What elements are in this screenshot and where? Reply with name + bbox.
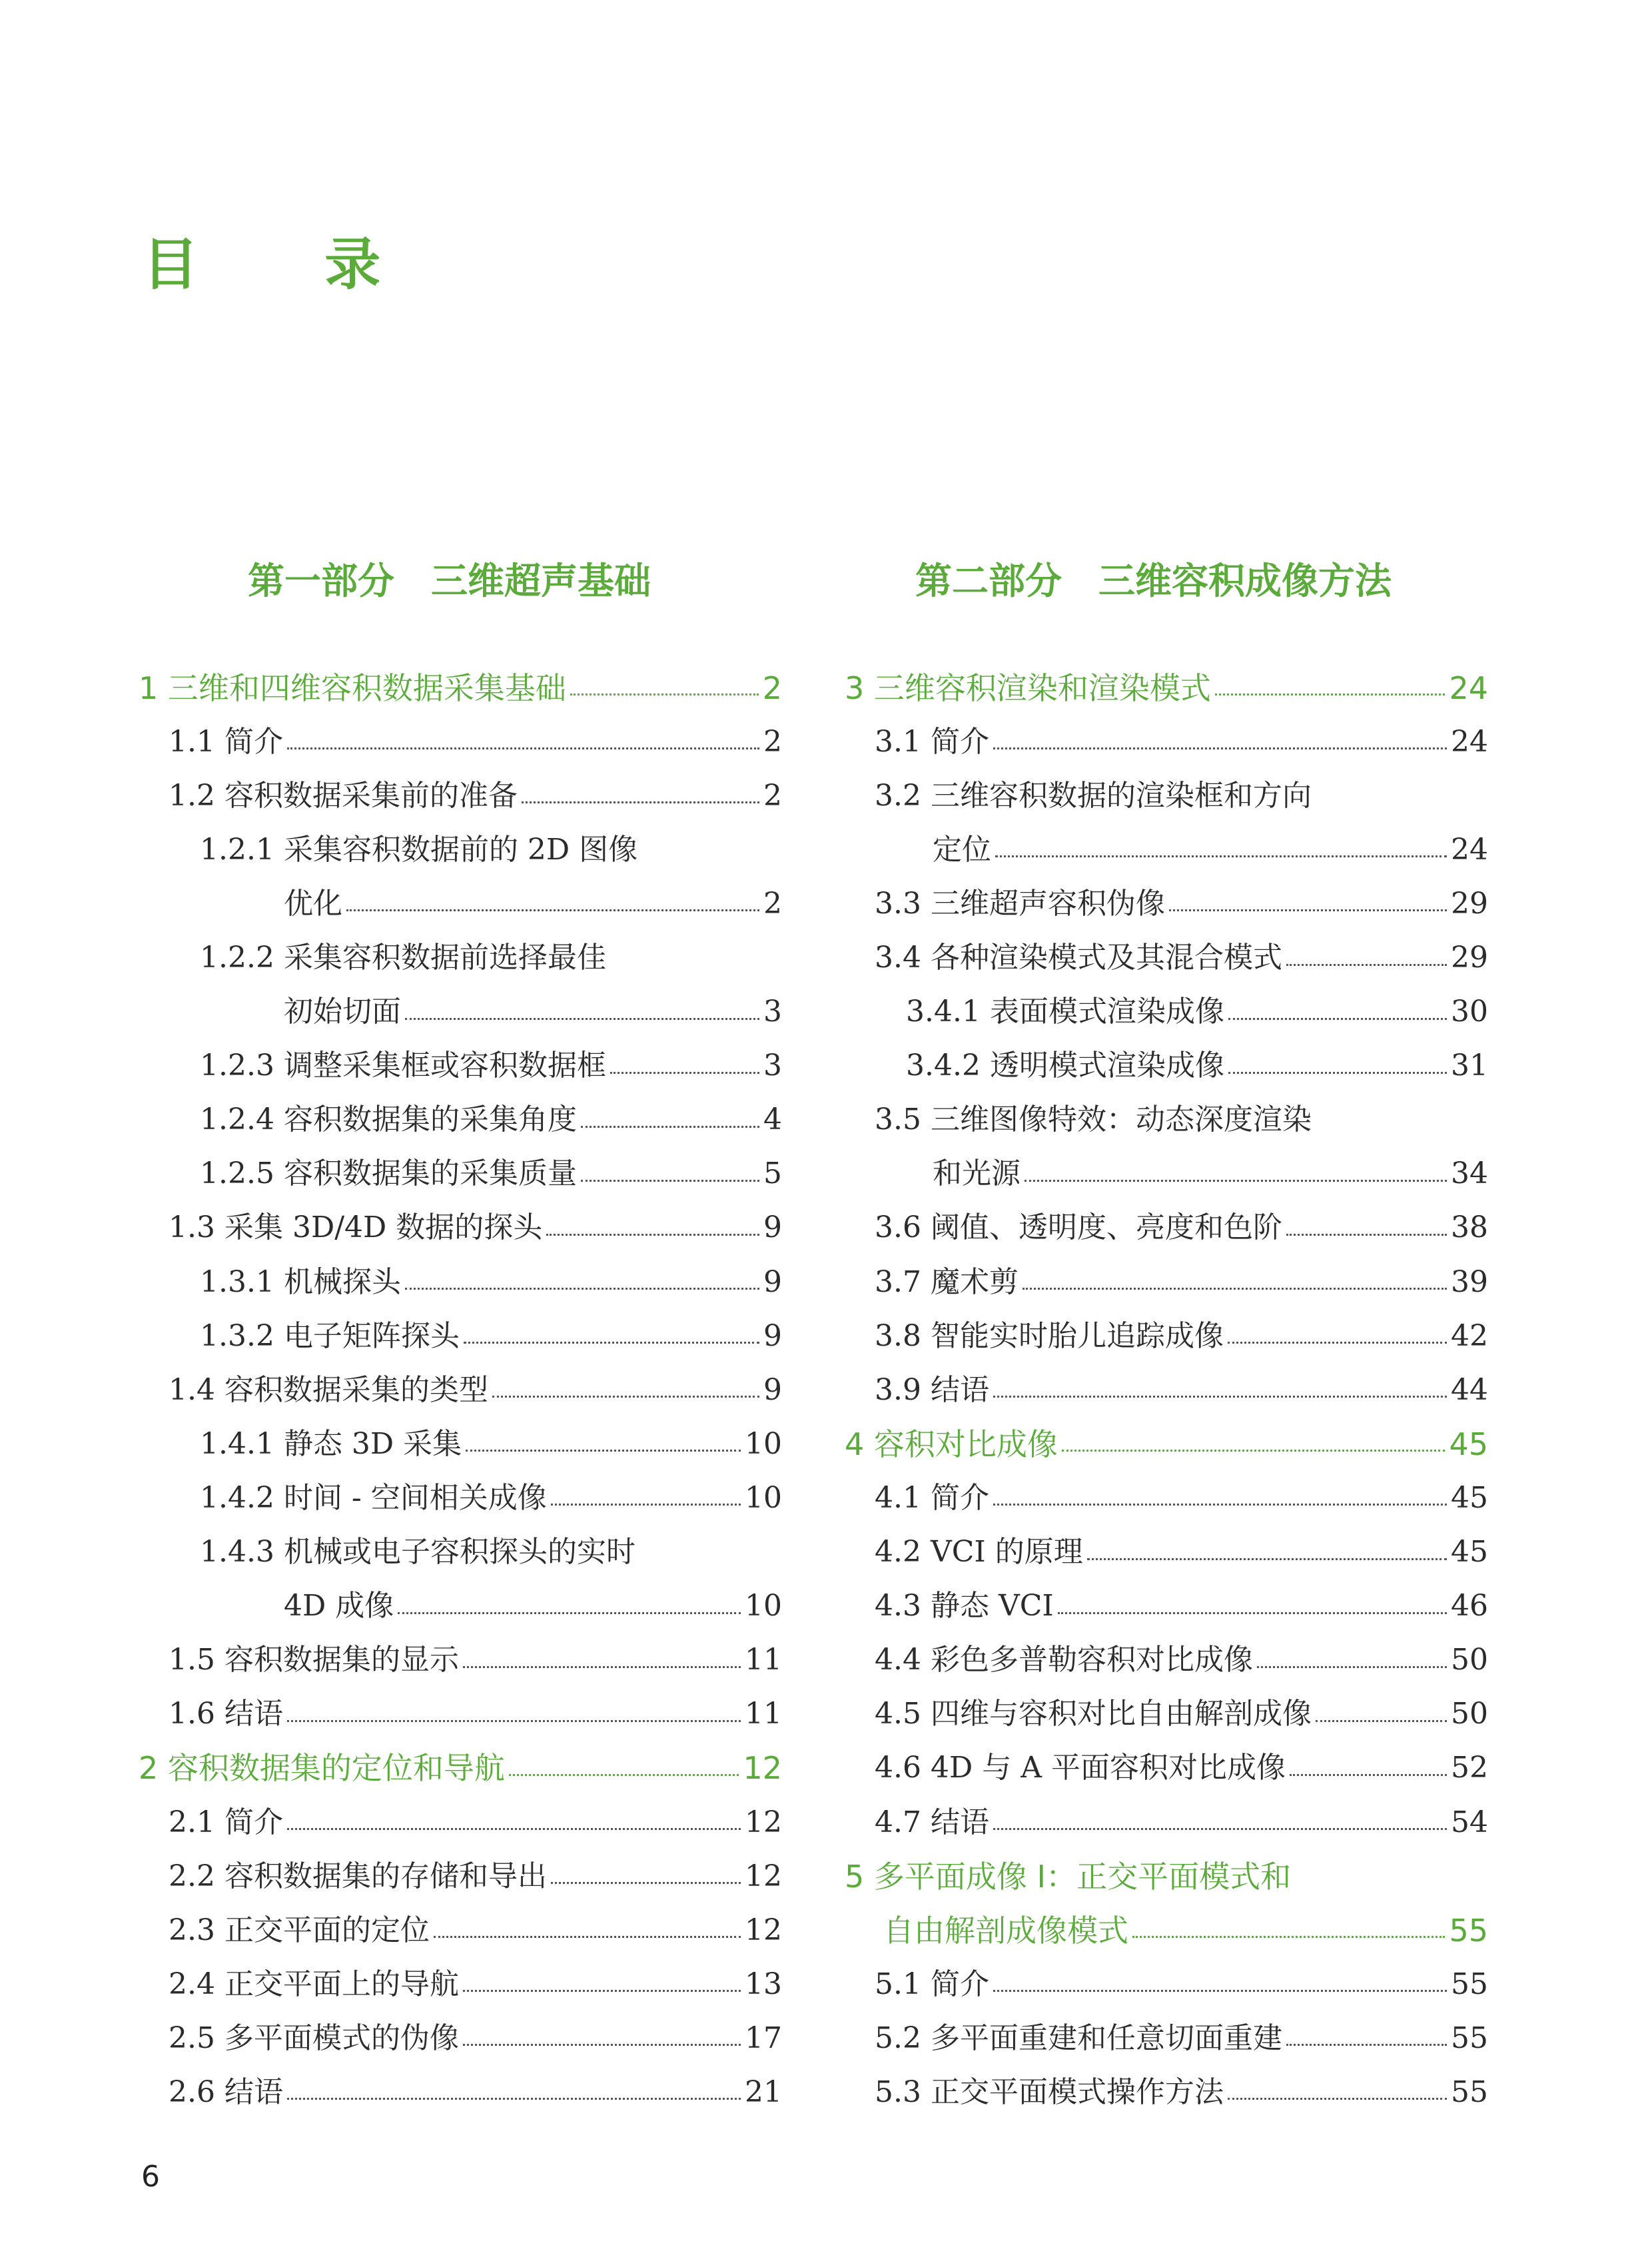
dot-leader xyxy=(581,1180,759,1182)
toc-entry xyxy=(139,1147,782,1201)
toc-entry xyxy=(139,1093,782,1147)
toc-entry xyxy=(139,1795,782,1849)
toc-entry-page: 4 xyxy=(763,1103,782,1137)
toc-entry xyxy=(845,1363,1488,1417)
toc-entry-page: 39 xyxy=(1451,1264,1488,1299)
toc-entry-page: 54 xyxy=(1451,1805,1488,1839)
dot-leader xyxy=(1286,2044,1447,2046)
toc-entry xyxy=(845,1255,1488,1309)
dot-leader xyxy=(509,1774,739,1776)
toc-entry-page: 12 xyxy=(745,1913,782,1947)
dot-leader xyxy=(993,1990,1447,1992)
toc-entry xyxy=(845,877,1488,931)
toc-entry-page: 45 xyxy=(1451,1480,1488,1515)
toc-entry xyxy=(845,1039,1488,1093)
dot-leader xyxy=(464,1342,759,1344)
toc-chapter-entry xyxy=(845,1849,1488,1903)
toc-entry-page: 30 xyxy=(1451,995,1488,1029)
toc-entry-title: 自由解剖成像模式 xyxy=(883,1912,1128,1949)
toc-entry-title: 5 多平面成像 I：正交平面模式和 xyxy=(845,1858,1292,1895)
toc-entry-title: 1.3.1 机械探头 xyxy=(200,1264,401,1299)
toc-entry-title: 3.9 结语 xyxy=(875,1372,989,1407)
toc-entry xyxy=(139,2011,782,2065)
toc-entry-title: 1.2.3 调整采集框或容积数据框 xyxy=(200,1049,606,1083)
toc-entry-page: 46 xyxy=(1451,1589,1488,1623)
toc-entry-title: 1.4.2 时间 - 空间相关成像 xyxy=(200,1480,547,1515)
toc-entry xyxy=(845,931,1488,985)
dot-leader xyxy=(434,1936,741,1938)
toc-entry-title: 1.4 容积数据采集的类型 xyxy=(169,1372,488,1407)
toc-entry-page: 9 xyxy=(763,1210,782,1245)
dot-leader xyxy=(1058,1612,1447,1614)
toc-entry-page: 2 xyxy=(763,778,782,813)
toc-entry-title: 4.2 VCI 的原理 xyxy=(875,1535,1083,1570)
toc-entry-title: 3.8 智能实时胎儿追踪成像 xyxy=(875,1318,1224,1353)
toc-entry-page: 13 xyxy=(745,1967,782,2001)
toc-entry xyxy=(139,1309,782,1363)
toc-entry-title: 1 三维和四维容积数据采集基础 xyxy=(139,670,566,706)
toc-entry-title: 定位 xyxy=(933,832,991,867)
toc-entry-title: 和光源 xyxy=(933,1156,1021,1191)
page-number: 6 xyxy=(141,2160,160,2194)
toc-entry xyxy=(139,877,782,931)
toc-entry-page: 11 xyxy=(745,1697,782,1731)
toc-entry-page: 38 xyxy=(1451,1210,1488,1245)
dot-leader xyxy=(993,747,1447,749)
toc-entry-title: 1.3 采集 3D/4D 数据的探头 xyxy=(169,1210,543,1245)
toc-entry xyxy=(845,1795,1488,1849)
toc-entry xyxy=(139,1039,782,1093)
toc-entry-page: 44 xyxy=(1451,1372,1488,1407)
dot-leader xyxy=(463,1666,741,1668)
dot-leader xyxy=(287,1828,741,1830)
toc-entry-page: 31 xyxy=(1451,1049,1488,1083)
dot-leader xyxy=(1316,1720,1447,1722)
toc-entry xyxy=(139,1633,782,1687)
toc-chapter-entry xyxy=(139,1741,782,1795)
toc-entry-title: 5.2 多平面重建和任意切面重建 xyxy=(875,2021,1282,2055)
dot-leader xyxy=(1290,1774,1447,1776)
dot-leader xyxy=(610,1072,759,1074)
toc-entry-title: 1.2 容积数据采集前的准备 xyxy=(169,778,518,813)
toc-entry-page: 55 xyxy=(1451,1967,1488,2001)
toc-entry xyxy=(139,2065,782,2119)
toc-entry-page: 12 xyxy=(743,1750,782,1787)
toc-column-left xyxy=(139,661,782,2120)
toc-entry-title: 3.5 三维图像特效：动态深度渲染 xyxy=(875,1103,1312,1137)
toc-entry xyxy=(139,1201,782,1255)
toc-entry xyxy=(845,769,1488,823)
toc-entry-title: 1.2.1 采集容积数据前的 2D 图像 xyxy=(200,832,638,867)
toc-entry xyxy=(139,1957,782,2011)
toc-entry-title: 4.1 简介 xyxy=(875,1480,989,1515)
toc-entry xyxy=(845,2011,1488,2065)
toc-entry-title: 4.3 静态 VCI xyxy=(875,1589,1054,1623)
toc-entry-page: 9 xyxy=(763,1318,782,1353)
toc-entry xyxy=(845,1526,1488,1580)
toc-entry-title: 1.6 结语 xyxy=(169,1697,283,1731)
toc-entry-page: 17 xyxy=(745,2021,782,2055)
dot-leader xyxy=(405,1288,759,1290)
toc-entry-page: 9 xyxy=(763,1372,782,1407)
dot-leader xyxy=(466,1450,741,1452)
toc-entry xyxy=(139,985,782,1039)
toc-entry-page: 50 xyxy=(1451,1643,1488,1677)
dot-leader xyxy=(463,1990,741,1992)
toc-entry xyxy=(139,1903,782,1957)
toc-entry-page: 3 xyxy=(763,995,782,1029)
toc-entry-page: 24 xyxy=(1451,832,1488,867)
toc-entry-title: 4D 成像 xyxy=(284,1589,394,1623)
toc-entry-title: 4.4 彩色多普勒容积对比成像 xyxy=(875,1643,1253,1677)
toc-entry-title: 1.5 容积数据集的显示 xyxy=(169,1643,459,1677)
dot-leader xyxy=(1023,1288,1447,1290)
toc-entry-page: 10 xyxy=(745,1480,782,1515)
dot-leader xyxy=(995,855,1447,857)
toc-entry-page: 45 xyxy=(1449,1426,1488,1462)
dot-leader xyxy=(1132,1936,1445,1938)
part-two-title: 第二部分 三维容积成像方法 xyxy=(915,560,1392,602)
dot-leader xyxy=(463,2044,741,2046)
toc-entry-title: 3.1 简介 xyxy=(875,724,989,759)
toc-entry-title: 3.4.2 透明模式渲染成像 xyxy=(906,1049,1224,1083)
dot-leader xyxy=(1257,1666,1447,1668)
toc-entry xyxy=(139,1580,782,1633)
dot-leader xyxy=(1228,2098,1447,2100)
toc-entry-title: 3.4.1 表面模式渲染成像 xyxy=(906,995,1224,1029)
toc-entry-title: 4 容积对比成像 xyxy=(845,1426,1058,1462)
toc-entry xyxy=(139,1849,782,1903)
toc-entry-page: 5 xyxy=(763,1156,782,1191)
toc-entry xyxy=(139,1526,782,1580)
toc-entry-title: 1.2.2 采集容积数据前选择最佳 xyxy=(200,941,606,975)
toc-column-right xyxy=(845,661,1488,2120)
toc-entry xyxy=(845,985,1488,1039)
dot-leader xyxy=(1215,693,1446,695)
dot-leader xyxy=(346,909,759,911)
toc-entry-page: 42 xyxy=(1451,1318,1488,1353)
dot-leader xyxy=(1228,1342,1447,1344)
toc-entry xyxy=(845,715,1488,769)
toc-entry-title: 2.2 容积数据集的存储和导出 xyxy=(169,1859,547,1893)
toc-entry xyxy=(139,769,782,823)
toc-entry-page: 3 xyxy=(763,1049,782,1083)
toc-entry-title: 3 三维容积渲染和渲染模式 xyxy=(845,670,1211,706)
dot-leader xyxy=(405,1018,759,1020)
dot-leader xyxy=(1025,1180,1447,1182)
toc-entry-title: 4.6 4D 与 A 平面容积对比成像 xyxy=(875,1751,1286,1785)
toc-entry xyxy=(845,1201,1488,1255)
toc-entry-title: 2.4 正交平面上的导航 xyxy=(169,1967,459,2001)
part-one-title: 第一部分 三维超声基础 xyxy=(248,560,651,602)
dot-leader xyxy=(522,801,759,803)
dot-leader xyxy=(581,1126,759,1128)
toc-entry-page: 55 xyxy=(1449,1912,1488,1949)
toc-entry-title: 3.7 魔术剪 xyxy=(875,1264,1019,1299)
toc-entry-title: 3.3 三维超声容积伪像 xyxy=(875,886,1165,921)
toc-entry-title: 5.3 正交平面模式操作方法 xyxy=(875,2074,1224,2109)
dot-leader xyxy=(287,1720,741,1722)
toc-entry-title: 3.2 三维容积数据的渲染框和方向 xyxy=(875,778,1312,813)
toc-entry-title: 1.4.1 静态 3D 采集 xyxy=(200,1426,462,1461)
toc-entry xyxy=(845,2065,1488,2119)
toc-entry-page: 12 xyxy=(745,1859,782,1893)
toc-entry-title: 3.4 各种渲染模式及其混合模式 xyxy=(875,941,1282,975)
dot-leader xyxy=(492,1396,759,1398)
toc-chapter-entry xyxy=(845,1903,1488,1957)
dot-leader xyxy=(570,693,759,695)
toc-entry-page: 9 xyxy=(763,1264,782,1299)
toc-entry-title: 4.7 结语 xyxy=(875,1805,989,1839)
dot-leader xyxy=(287,747,759,749)
toc-entry-page: 52 xyxy=(1451,1751,1488,1785)
dot-leader xyxy=(1228,1018,1447,1020)
toc-title: 目 录 xyxy=(143,232,434,297)
toc-entry-page: 29 xyxy=(1451,886,1488,921)
dot-leader xyxy=(1286,964,1447,966)
dot-leader xyxy=(287,2098,741,2100)
toc-entry-title: 初始切面 xyxy=(284,995,401,1029)
toc-entry xyxy=(845,1471,1488,1525)
toc-entry xyxy=(845,823,1488,877)
toc-entry-page: 24 xyxy=(1451,724,1488,759)
toc-entry-page: 2 xyxy=(763,886,782,921)
toc-entry-page: 21 xyxy=(745,2074,782,2109)
toc-entry-page: 2 xyxy=(762,670,782,706)
toc-entry-title: 2.3 正交平面的定位 xyxy=(169,1913,430,1947)
toc-entry-title: 1.4.3 机械或电子容积探头的实时 xyxy=(200,1535,635,1570)
toc-entry xyxy=(845,1580,1488,1633)
toc-entry-title: 1.3.2 电子矩阵探头 xyxy=(200,1318,460,1353)
toc-entry-page: 24 xyxy=(1449,670,1488,706)
toc-entry-title: 5.1 简介 xyxy=(875,1967,989,2001)
toc-entry-title: 1.2.5 容积数据集的采集质量 xyxy=(200,1156,577,1191)
toc-entry xyxy=(845,1687,1488,1741)
toc-entry-title: 2.6 结语 xyxy=(169,2074,283,2109)
toc-entry xyxy=(139,1471,782,1525)
toc-entry xyxy=(845,1309,1488,1363)
toc-entry-title: 1.1 简介 xyxy=(169,724,283,759)
toc-entry xyxy=(139,931,782,985)
toc-entry xyxy=(845,1093,1488,1147)
toc-entry-title: 2 容积数据集的定位和导航 xyxy=(139,1750,505,1787)
toc-entry xyxy=(845,1147,1488,1201)
dot-leader xyxy=(546,1234,759,1236)
dot-leader xyxy=(993,1396,1447,1398)
toc-entry xyxy=(139,715,782,769)
dot-leader xyxy=(1169,909,1447,911)
toc-entry-page: 2 xyxy=(763,724,782,759)
dot-leader xyxy=(1228,1072,1447,1074)
toc-entry-title: 2.1 简介 xyxy=(169,1805,283,1839)
toc-entry-title: 优化 xyxy=(284,886,342,921)
dot-leader xyxy=(1286,1234,1447,1236)
toc-entry-page: 55 xyxy=(1451,2021,1488,2055)
toc-entry-page: 11 xyxy=(745,1643,782,1677)
toc-entry xyxy=(139,1363,782,1417)
toc-entry-title: 4.5 四维与容积对比自由解剖成像 xyxy=(875,1697,1312,1731)
toc-entry-page: 55 xyxy=(1451,2074,1488,2109)
toc-chapter-entry xyxy=(845,1417,1488,1471)
toc-entry-page: 10 xyxy=(745,1426,782,1461)
toc-entry xyxy=(139,1687,782,1741)
dot-leader xyxy=(1087,1558,1447,1560)
dot-leader xyxy=(1062,1450,1446,1452)
toc-entry-page: 45 xyxy=(1451,1535,1488,1570)
dot-leader xyxy=(398,1612,741,1614)
dot-leader xyxy=(993,1504,1447,1506)
toc-entry-page: 34 xyxy=(1451,1156,1488,1191)
toc-entry xyxy=(139,1417,782,1471)
toc-chapter-entry xyxy=(845,661,1488,715)
toc-entry-page: 12 xyxy=(745,1805,782,1839)
dot-leader xyxy=(551,1882,741,1884)
dot-leader xyxy=(551,1504,741,1506)
toc-entry-page: 10 xyxy=(745,1589,782,1623)
toc-chapter-entry xyxy=(139,661,782,715)
toc-entry xyxy=(139,1255,782,1309)
toc-entry xyxy=(139,823,782,877)
dot-leader xyxy=(993,1828,1447,1830)
toc-entry xyxy=(845,1957,1488,2011)
toc-entry xyxy=(845,1741,1488,1795)
toc-entry-page: 50 xyxy=(1451,1697,1488,1731)
toc-entry-title: 2.5 多平面模式的伪像 xyxy=(169,2021,459,2055)
toc-entry-title: 3.6 阈值、透明度、亮度和色阶 xyxy=(875,1210,1282,1245)
toc-entry-page: 29 xyxy=(1451,941,1488,975)
toc-entry-title: 1.2.4 容积数据集的采集角度 xyxy=(200,1103,577,1137)
toc-entry xyxy=(845,1633,1488,1687)
